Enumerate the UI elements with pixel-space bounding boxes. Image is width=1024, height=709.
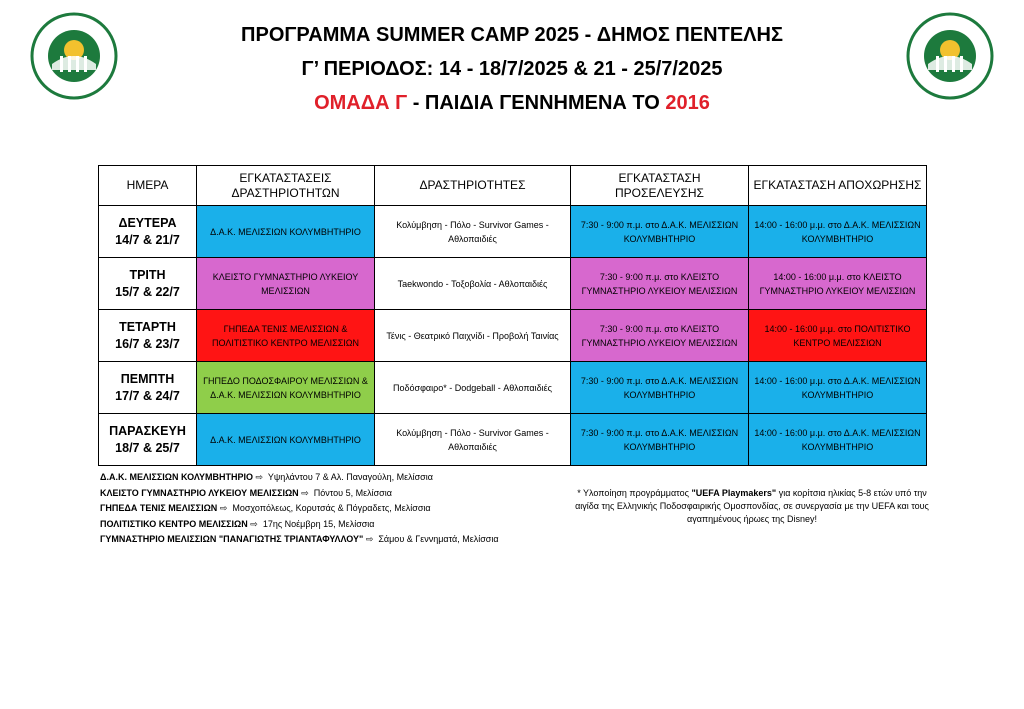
address-text: 17ης Νοέμβρη 15, Μελίσσια [262, 518, 375, 529]
departure-cell: 14:00 - 16:00 μ.μ. στο ΠΟΛΙΤΙΣΤΙΚΟ ΚΕΝΤΡΟ ΜΕΛΙΣΣΙΩΝ [749, 310, 927, 362]
day-cell [99, 206, 197, 258]
header-departure: ΕΓΚΑΤΑΣΤΑΣΗ ΑΠΟΧΩΡΗΣΗΣ [749, 166, 927, 206]
header-day: ΗΜΕΡΑ [99, 166, 197, 206]
address-list [100, 470, 499, 548]
arrival-cell: 7:30 - 9:00 π.μ. στο ΚΛΕΙΣΤΟ ΓΥΜΝΑΣΤΗΡΙΟ ΛΥΚΕΙΟΥ ΜΕΛΙΣΣΙΩΝ [571, 258, 749, 310]
day-name: ΤΡΙΤΗ [129, 267, 166, 282]
footnote-program: "UEFA Playmakers" [691, 488, 777, 498]
day-cell [99, 258, 197, 310]
arrival-cell: 7:30 - 9:00 π.μ. στο Δ.Α.Κ. ΜΕΛΙΣΣΙΩΝ ΚΟΛΥΜΒΗΤΗΡΙΟ [571, 362, 749, 414]
activities-cell: Ποδόσφαιρο* - Dodgeball - Αθλοπαιδιές [375, 362, 571, 414]
address-text: Σάμου & Γεννηματά, Μελίσσια [378, 534, 499, 544]
page-title: ΠΡΟΓΡΑΜΜΑ SUMMER CAMP 2025 - ΔΗΜΟΣ ΠΕΝΤΕΛΗΣ [241, 24, 783, 46]
day-dates: 16/7 & 23/7 [115, 336, 180, 351]
address-text: Πόντου 5, Μελίσσια [313, 487, 392, 498]
day-cell [99, 414, 197, 466]
departure-cell: 14:00 - 16:00 μ.μ. στο Δ.Α.Κ. ΜΕΛΙΣΣΙΩΝ ΚΟΛΥΜΒΗΤΗΡΙΟ [749, 414, 927, 466]
header-activities: ΔΡΑΣΤΗΡΙΟΤΗΤΕΣ [375, 166, 571, 206]
day-name: ΔΕΥΤΕΡΑ [118, 215, 177, 230]
address-item [100, 486, 499, 502]
day-name: ΠΑΡΑΣΚΕΥΗ [109, 423, 186, 438]
address-text: Υψηλάντου 7 & Αλ. Παναγούλη, Μελίσσια [267, 472, 433, 482]
day-name: ΤΕΤΑΡΤΗ [119, 319, 176, 334]
facility-cell: ΓΗΠΕΔΟ ΠΟΔΟΣΦΑΙΡΟΥ ΜΕΛΙΣΣΙΩΝ & Δ.Α.Κ. ΜΕΛΙΣΣΙΩΝ ΚΟΛΥΜΒΗΤΗΡΙΟ [197, 362, 375, 414]
title-block [0, 18, 1024, 120]
group-label: ΟΜΑΔΑ Γ [314, 92, 408, 114]
arrow-right-icon: ⇨ [255, 472, 264, 482]
activities-cell: Taekwondo - Τοξοβολία - Αθλοπαιδιές [375, 258, 571, 310]
arrow-right-icon: ⇨ [365, 534, 374, 544]
address-place: ΠΟΛΙΤΙΣΤΙΚΟ ΚΕΝΤΡΟ ΜΕΛΙΣΣΙΩΝ [100, 518, 248, 529]
facility-cell: Δ.Α.Κ. ΜΕΛΙΣΣΙΩΝ ΚΟΛΥΜΒΗΤΗΡΙΟ [197, 206, 375, 258]
group-desc: - ΠΑΙΔΙΑ ΓΕΝΝΗΜΕΝΑ ΤΟ [407, 92, 666, 114]
activities-cell: Κολύμβηση - Πόλο - Survivor Games - Αθλοπαιδιές [375, 206, 571, 258]
address-item [100, 517, 499, 533]
period-title: Γ’ ΠΕΡΙΟΔΟΣ: 14 - 18/7/2025 & 21 - 25/7/2025 [301, 58, 723, 80]
arrival-cell: 7:30 - 9:00 π.μ. στο ΚΛΕΙΣΤΟ ΓΥΜΝΑΣΤΗΡΙΟ ΛΥΚΕΙΟΥ ΜΕΛΙΣΣΙΩΝ [571, 310, 749, 362]
address-item [100, 470, 499, 486]
arrow-right-icon: ⇨ [219, 503, 228, 513]
address-place: ΓΥΜΝΑΣΤΗΡΙΟ ΜΕΛΙΣΣΙΩΝ "ΠΑΝΑΓΙΩΤΗΣ ΤΡΙΑΝΤΑΦΥΛΛΟΥ" [100, 534, 364, 544]
facility-cell: ΓΗΠΕΔΑ ΤΕΝΙΣ ΜΕΛΙΣΣΙΩΝ & ΠΟΛΙΤΙΣΤΙΚΟ ΚΕΝΤΡΟ ΜΕΛΙΣΣΙΩΝ [197, 310, 375, 362]
facility-cell: Δ.Α.Κ. ΜΕΛΙΣΣΙΩΝ ΚΟΛΥΜΒΗΤΗΡΙΟ [197, 414, 375, 466]
day-dates: 18/7 & 25/7 [115, 440, 180, 455]
arrow-right-icon: ⇨ [250, 518, 258, 529]
address-place: ΚΛΕΙΣΤΟ ΓΥΜΝΑΣΤΗΡΙΟ ΛΥΚΕΙΟΥ ΜΕΛΙΣΣΙΩΝ [100, 487, 299, 498]
arrival-cell: 7:30 - 9:00 π.μ. στο Δ.Α.Κ. ΜΕΛΙΣΣΙΩΝ ΚΟΛΥΜΒΗΤΗΡΙΟ [571, 414, 749, 466]
departure-cell: 14:00 - 16:00 μ.μ. στο Δ.Α.Κ. ΜΕΛΙΣΣΙΩΝ ΚΟΛΥΜΒΗΤΗΡΙΟ [749, 362, 927, 414]
address-place: ΓΗΠΕΔΑ ΤΕΝΙΣ ΜΕΛΙΣΣΙΩΝ [100, 503, 218, 513]
address-place: Δ.Α.Κ. ΜΕΛΙΣΣΙΩΝ ΚΟΛΥΜΒΗΤΗΡΙΟ [100, 472, 254, 482]
activities-cell: Τένις - Θεατρικό Παιχνίδι - Προβολή Ταινίας [375, 310, 571, 362]
table-row [99, 362, 927, 414]
footnote-pre: * Υλοποίηση προγράμματος [577, 488, 692, 498]
group-year: 2016 [665, 92, 710, 114]
activities-cell: Κολύμβηση - Πόλο - Survivor Games - Αθλοπαιδιές [375, 414, 571, 466]
arrow-right-icon: ⇨ [301, 487, 309, 498]
arrival-cell: 7:30 - 9:00 π.μ. στο Δ.Α.Κ. ΜΕΛΙΣΣΙΩΝ ΚΟΛΥΜΒΗΤΗΡΙΟ [571, 206, 749, 258]
schedule-table [98, 165, 927, 466]
footnote-post: για κορίτσια ηλικίας 5-8 ετών υπό την αιγίδα της Ελληνικής Ποδοσφαιρικής Ομοσπονδίας, σε συνεργασία με την UEFA και τους αγαπημένους ήρωες της Disney! [575, 488, 929, 524]
day-cell [99, 362, 197, 414]
table-row [99, 310, 927, 362]
address-item [100, 501, 499, 517]
day-dates: 17/7 & 24/7 [115, 388, 180, 403]
address-text: Μοσχοπόλεως, Κορυτσάς & Πόγραδετς, Μελίσσια [232, 503, 431, 513]
group-title [0, 86, 1024, 120]
day-name: ΠΕΜΠΤΗ [120, 371, 175, 386]
header-facilities: ΕΓΚΑΤΑΣΤΑΣΕΙΣ ΔΡΑΣΤΗΡΙΟΤΗΤΩΝ [197, 166, 375, 206]
address-item [100, 532, 499, 548]
table-row [99, 258, 927, 310]
table-header-row [99, 166, 927, 206]
table-row [99, 414, 927, 466]
departure-cell: 14:00 - 16:00 μ.μ. στο Δ.Α.Κ. ΜΕΛΙΣΣΙΩΝ ΚΟΛΥΜΒΗΤΗΡΙΟ [749, 206, 927, 258]
departure-cell: 14:00 - 16:00 μ.μ. στο ΚΛΕΙΣΤΟ ΓΥΜΝΑΣΤΗΡΙΟ ΛΥΚΕΙΟΥ ΜΕΛΙΣΣΙΩΝ [749, 258, 927, 310]
day-dates: 15/7 & 22/7 [115, 284, 180, 299]
day-cell [99, 310, 197, 362]
day-dates: 14/7 & 21/7 [115, 232, 180, 247]
table-row [99, 206, 927, 258]
header-arrival: ΕΓΚΑΤΑΣΤΑΣΗ ΠΡΟΣΕΛΕΥΣΗΣ [571, 166, 749, 206]
footnote [574, 487, 930, 526]
facility-cell: ΚΛΕΙΣΤΟ ΓΥΜΝΑΣΤΗΡΙΟ ΛΥΚΕΙΟΥ ΜΕΛΙΣΣΙΩΝ [197, 258, 375, 310]
